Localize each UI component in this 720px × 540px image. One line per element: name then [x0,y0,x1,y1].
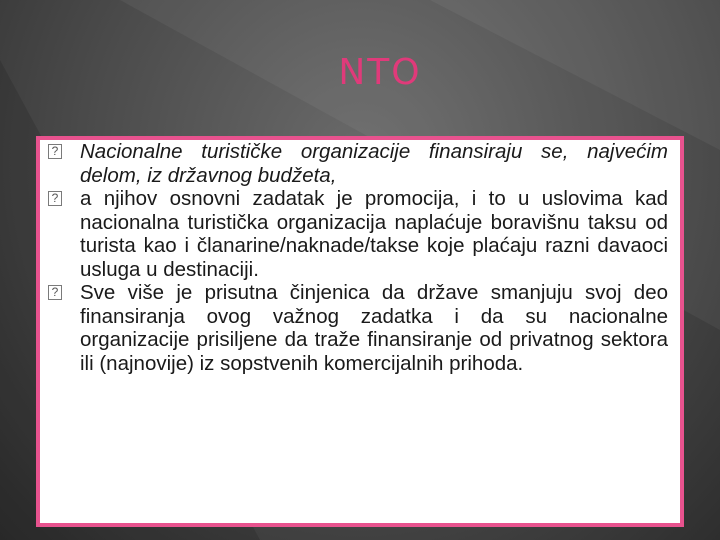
bullet-item [48,140,668,187]
missing-glyph-box-icon: ? [48,144,62,159]
bullet-item [48,187,668,281]
bullet-list [48,140,668,375]
missing-glyph-box-icon: ? [48,191,62,206]
bullet-text: Nacionalne turističke organizacije finansiraju se, najvećim delom, iz državnog budžeta, [80,140,668,187]
bullet-text: a njihov osnovni zadatak je promocija, i to u uslovima kad nacionalna turistička organizacija naplaćuje boravišnu taksu od turista kao i članarine/naknade/takse koje plaćaju razni davaoci usluga u destinaciji. [80,187,668,281]
bullet-item [48,281,668,375]
bullet-text: Sve više je prisutna činjenica da države smanjuju svoj deo finansiranja ovog važnog zadatka i da su nacionalne organizacije prisiljene da traže finansiranje od privatnog sektora ili (najnovije) iz sopstvenih komercijalnih prihoda. [80,281,668,375]
missing-glyph-box-icon: ? [48,285,62,300]
slide-title: NTO [338,52,422,93]
